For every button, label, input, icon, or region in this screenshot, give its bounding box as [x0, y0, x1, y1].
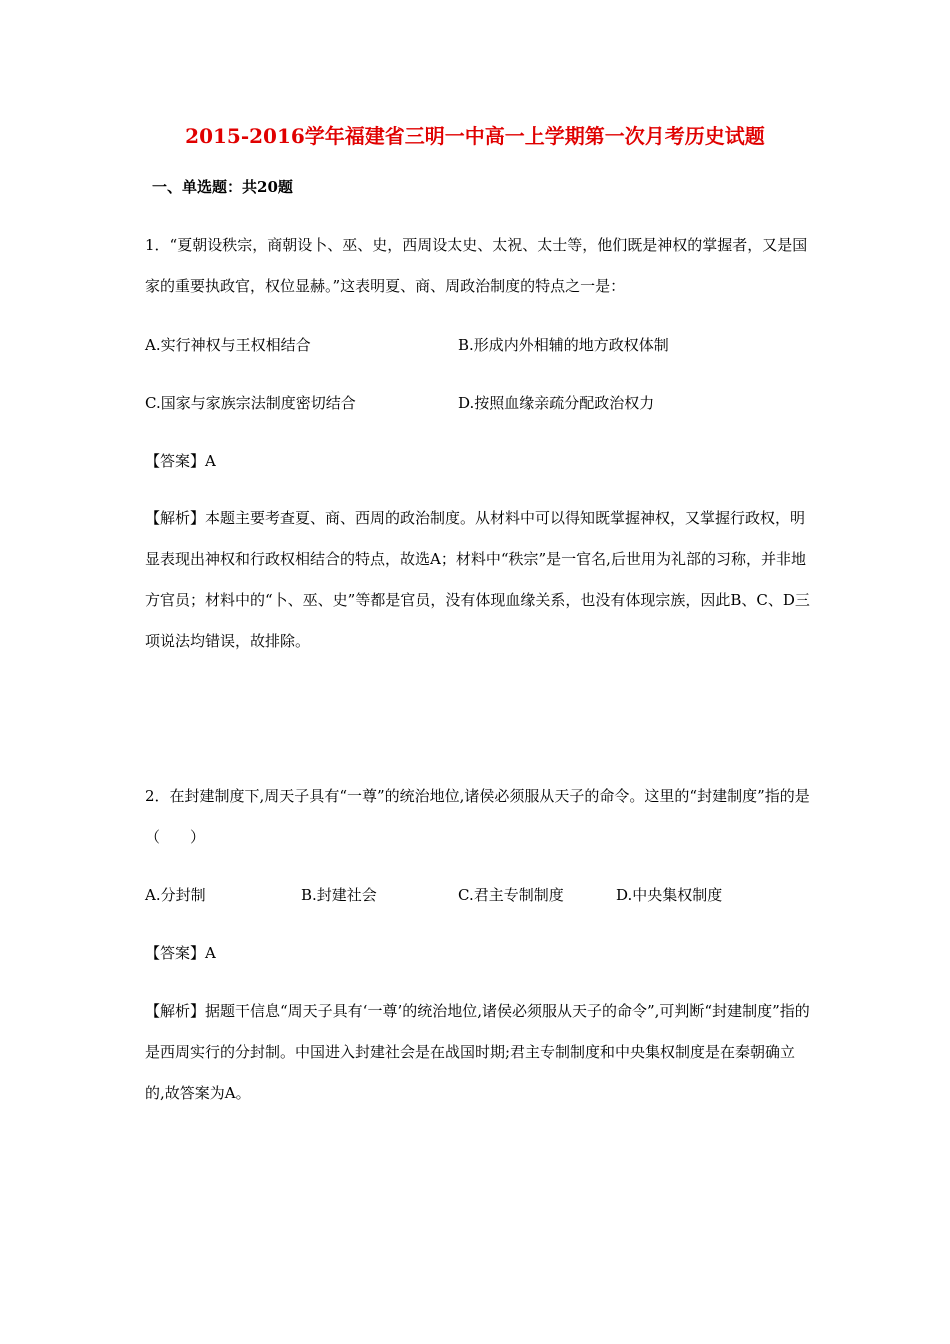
question-2-option-a: A.分封制 [145, 886, 206, 904]
question-2-option-b: B.封建社会 [301, 886, 377, 904]
answer-label: 【答案】 [145, 452, 206, 470]
question-1-option-a: A.实行神权与王权相结合 [145, 336, 311, 354]
section-heading: 一、单选题：共20题 [152, 178, 293, 196]
analysis-text: 据题干信息“周天子具有‘一尊’的统治地位,诸侯必须服从天子的命令”,可判断“封建制度”指的是西周实行的分封制。中国进入封建社会是在战国时期;君主专制制度和中央集权制度是在秦朝确立的,故答案为A。 [145, 1002, 810, 1102]
question-1-option-d: D.按照血缘亲疏分配政治权力 [458, 394, 655, 412]
analysis-text: 本题主要考查夏、商、西周的政治制度。从材料中可以得知既掌握神权，又掌握行政权，明显表现出神权和行政权相结合的特点，故选A；材料中“秩宗”是一官名,后世用为礼部的习称，并非地方官员；材料中的“卜、巫、史”等都是官员，没有体现血缘关系，也没有体现宗族，因此B、C、D三项说法均错误，故排除。 [145, 509, 810, 650]
question-1-option-b: B.形成内外相辅的地方政权体制 [458, 336, 669, 354]
document-title: 2015-2016学年福建省三明一中高一上学期第一次月考历史试题 [185, 124, 765, 148]
question-1-stem: 1．“夏朝设秩宗，商朝设卜、巫、史，西周设太史、太祝、太士等，他们既是神权的掌握者，又是国家的重要执政官，权位显赫。”这表明夏、商、周政治制度的特点之一是： [145, 236, 808, 295]
analysis-label: 【解析】 [145, 509, 206, 527]
answer-label: 【答案】 [145, 944, 206, 962]
analysis-label: 【解析】 [145, 1002, 206, 1020]
question-1-answer [145, 451, 216, 471]
question-2-answer [145, 943, 216, 963]
question-2-option-d: D.中央集权制度 [616, 886, 723, 904]
question-2-option-c: C.君主专制制度 [458, 886, 564, 904]
answer-value: A [205, 944, 216, 962]
question-1-analysis [145, 498, 810, 662]
question-2-analysis [145, 991, 810, 1114]
answer-value: A [205, 452, 216, 470]
question-1-option-c: C.国家与家族宗法制度密切结合 [145, 394, 356, 412]
question-2-stem: 2．在封建制度下,周天子具有“一尊”的统治地位,诸侯必须服从天子的命令。这里的“封建制度”指的是（ ） [145, 787, 810, 846]
